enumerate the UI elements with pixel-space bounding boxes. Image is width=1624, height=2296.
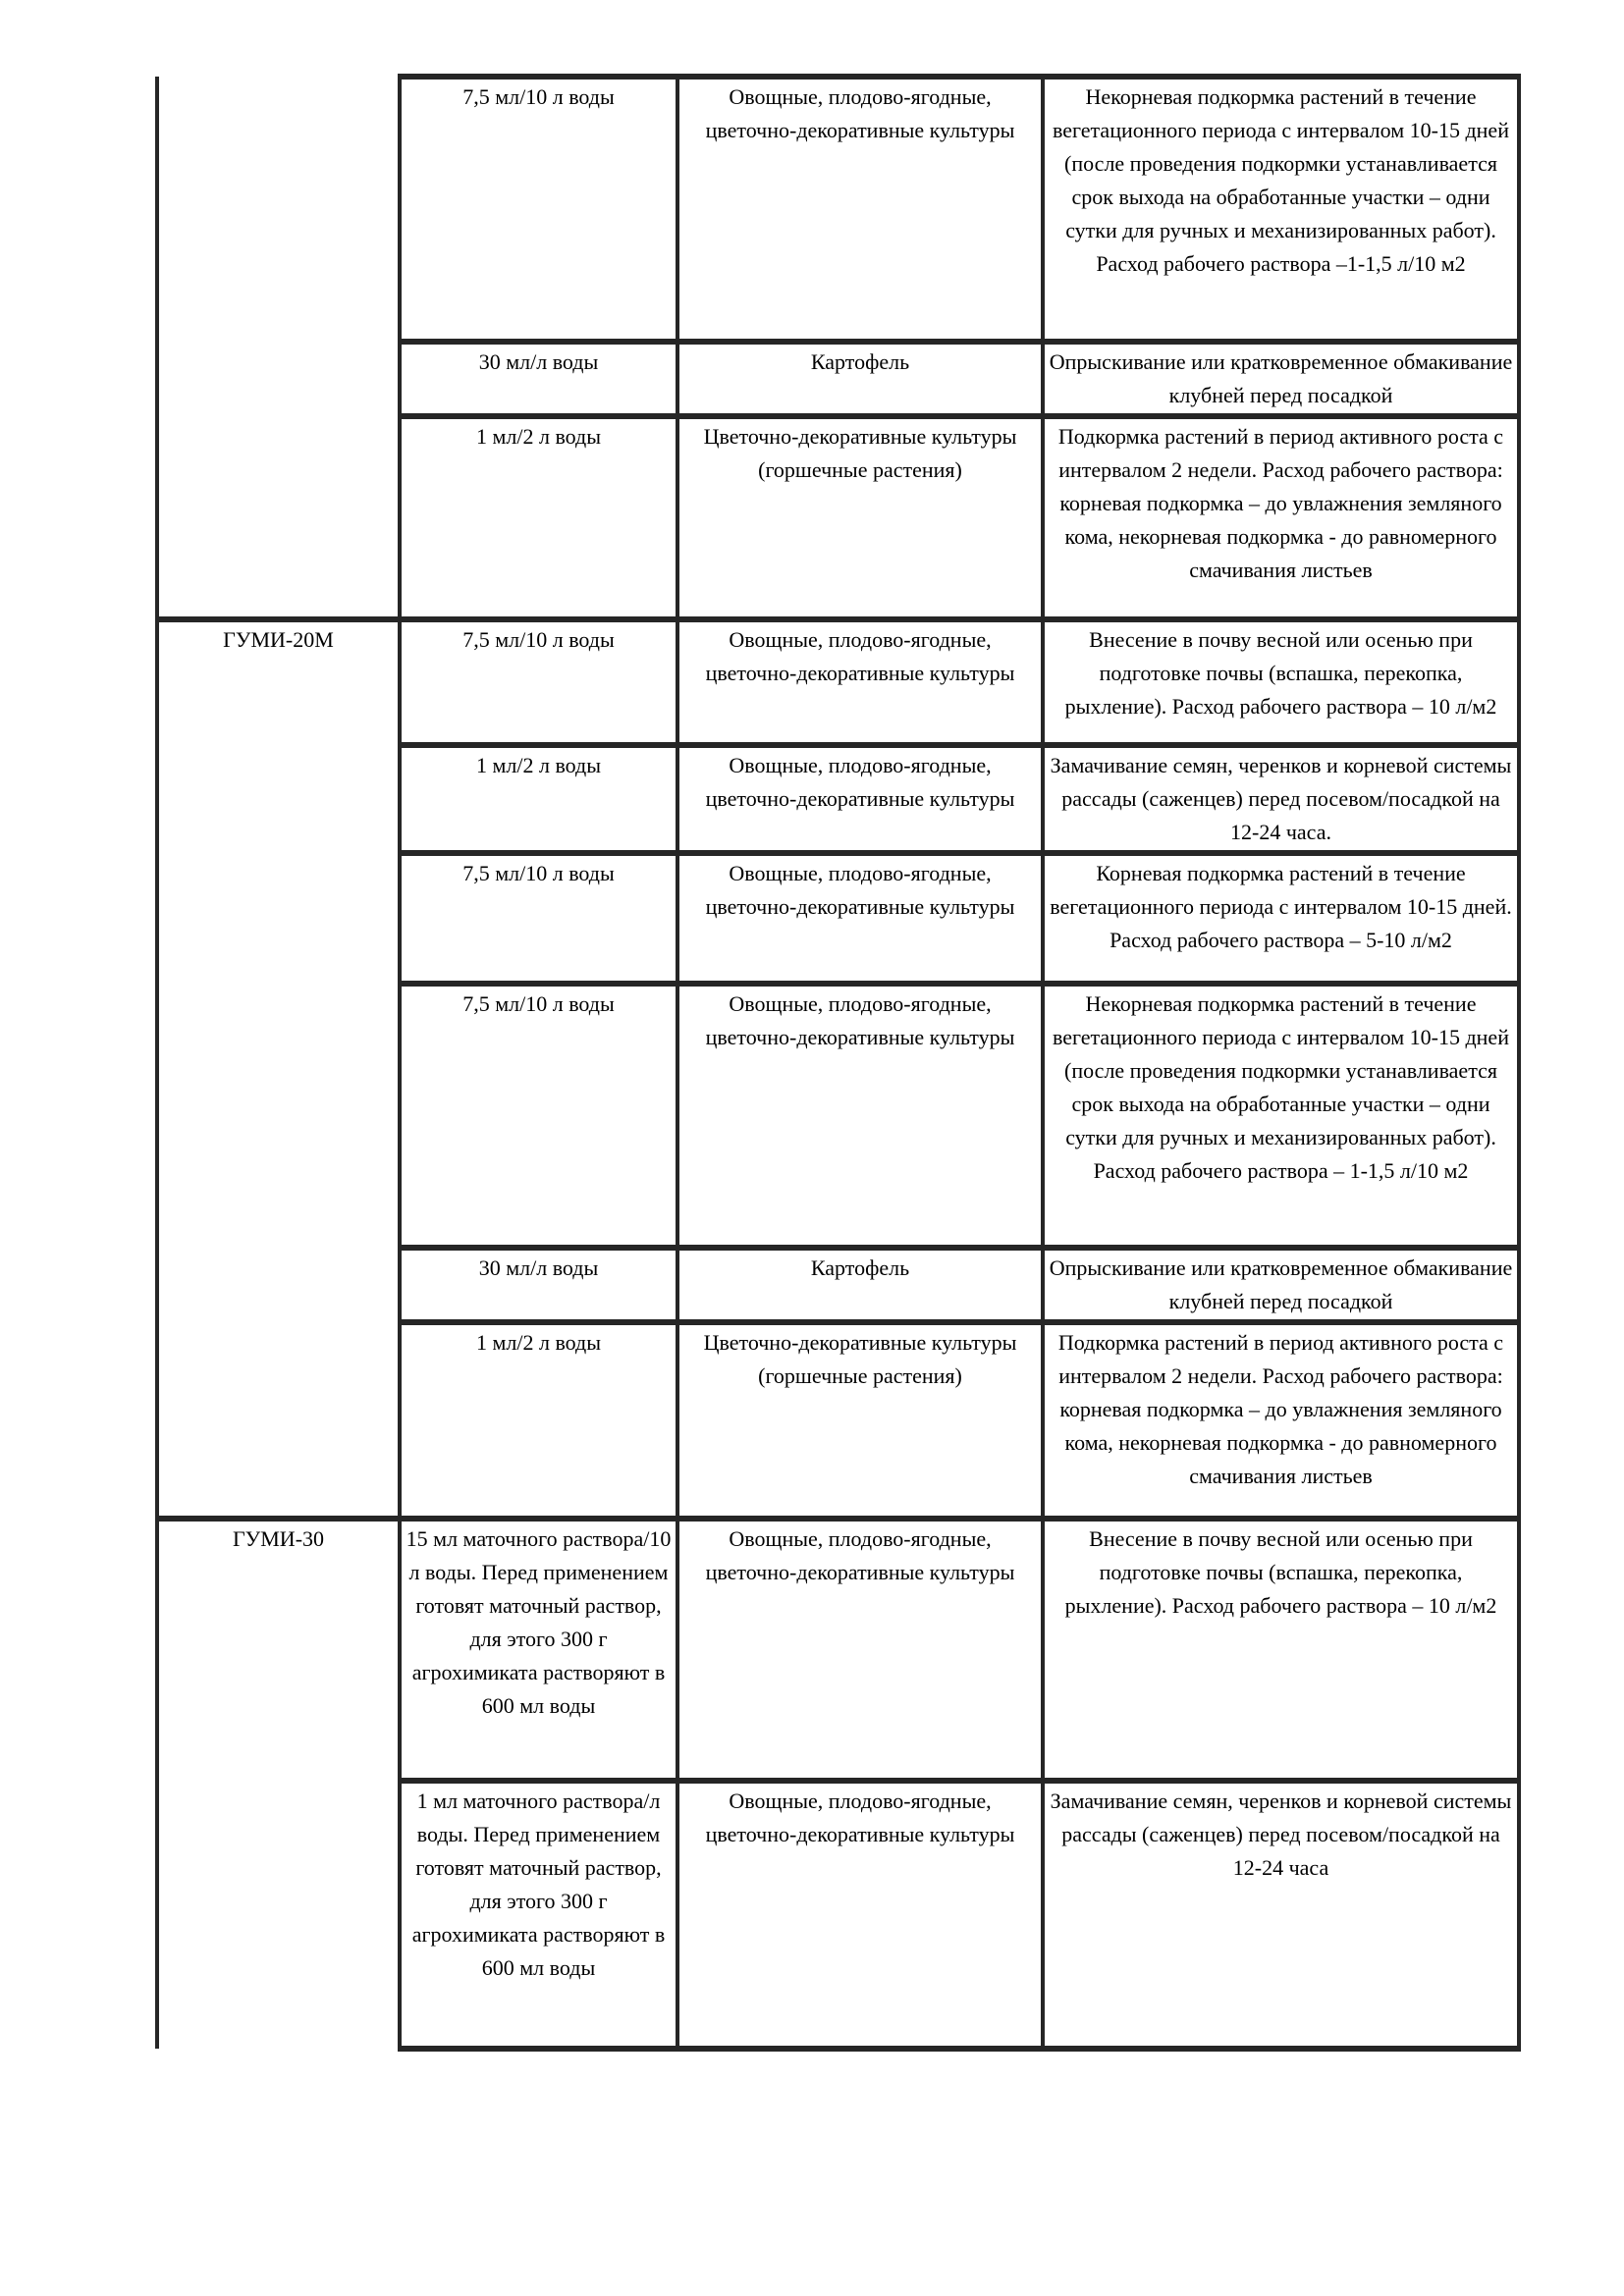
crops-cell: Цветочно-декоративные культуры (горшечные растения) xyxy=(677,1322,1043,1519)
method-cell: Замачивание семян, черенков и корневой системы рассады (саженцев) перед посевом/посадкой на 12-24 часа xyxy=(1043,1781,1519,2049)
crops-cell: Овощные, плодово-ягодные, цветочно-декоративные культуры xyxy=(677,619,1043,745)
dose-cell: 30 мл/л воды xyxy=(400,1248,677,1322)
crops-cell: Картофель xyxy=(677,342,1043,416)
crops-cell: Овощные, плодово-ягодные, цветочно-декоративные культуры xyxy=(677,745,1043,853)
method-cell: Некорневая подкормка растений в течение вегетационного периода с интервалом 10-15 дней (после проведения подкормки устанавливается срок выхода на обработанные участки – одни сутки для ручных и механизированных работ). Расход рабочего раствора –1-1,5 л/10 м2 xyxy=(1043,77,1519,342)
crops-cell: Цветочно-декоративные культуры (горшечные растения) xyxy=(677,416,1043,619)
dose-cell: 1 мл/2 л воды xyxy=(400,1322,677,1519)
method-cell: Корневая подкормка растений в течение вегетационного периода с интервалом 10-15 дней. Расход рабочего раствора – 5-10 л/м2 xyxy=(1043,853,1519,984)
dose-cell: 30 мл/л воды xyxy=(400,342,677,416)
crops-cell: Овощные, плодово-ягодные, цветочно-декоративные культуры xyxy=(677,984,1043,1248)
product-name-cell xyxy=(157,77,400,619)
method-cell: Опрыскивание или кратковременное обмакивание клубней перед посадкой xyxy=(1043,342,1519,416)
crops-cell: Картофель xyxy=(677,1248,1043,1322)
dose-cell: 7,5 мл/10 л воды xyxy=(400,77,677,342)
table-row xyxy=(157,619,1519,745)
method-cell: Замачивание семян, черенков и корневой системы рассады (саженцев) перед посевом/посадкой на 12-24 часа. xyxy=(1043,745,1519,853)
method-cell: Подкормка растений в период активного роста с интервалом 2 недели. Расход рабочего раствора: корневая подкормка – до увлажнения земляного кома, некорневая подкормка - до равномерного смачивания листьев xyxy=(1043,1322,1519,1519)
dose-cell: 7,5 мл/10 л воды xyxy=(400,853,677,984)
method-cell: Некорневая подкормка растений в течение вегетационного периода с интервалом 10-15 дней (после проведения подкормки устанавливается срок выхода на обработанные участки – одни сутки для ручных и механизированных работ). Расход рабочего раствора – 1-1,5 л/10 м2 xyxy=(1043,984,1519,1248)
fertilizer-application-table xyxy=(155,74,1521,2052)
dose-cell: 1 мл маточного раствора/л воды. Перед применением готовят маточный раствор, для этого 300 г агрохимиката растворяют в 600 мл воды xyxy=(400,1781,677,2049)
dose-cell: 1 мл/2 л воды xyxy=(400,416,677,619)
dose-cell: 15 мл маточного раствора/10 л воды. Перед применением готовят маточный раствор, для этого 300 г агрохимиката растворяют в 600 мл воды xyxy=(400,1519,677,1781)
crops-cell: Овощные, плодово-ягодные, цветочно-декоративные культуры xyxy=(677,853,1043,984)
dose-cell: 7,5 мл/10 л воды xyxy=(400,984,677,1248)
method-cell: Внесение в почву весной или осенью при подготовке почвы (вспашка, перекопка, рыхление). Расход рабочего раствора – 10 л/м2 xyxy=(1043,619,1519,745)
fertilizer-table-body xyxy=(157,77,1519,2049)
dose-cell: 1 мл/2 л воды xyxy=(400,745,677,853)
table-row xyxy=(157,77,1519,342)
method-cell: Опрыскивание или кратковременное обмакивание клубней перед посадкой xyxy=(1043,1248,1519,1322)
product-name-cell: ГУМИ-20М xyxy=(157,619,400,1519)
table-row xyxy=(157,1519,1519,1781)
product-name-cell: ГУМИ-30 xyxy=(157,1519,400,2049)
method-cell: Подкормка растений в период активного роста с интервалом 2 недели. Расход рабочего раствора: корневая подкормка – до увлажнения земляного кома, некорневая подкормка - до равномерного смачивания листьев xyxy=(1043,416,1519,619)
crops-cell: Овощные, плодово-ягодные, цветочно-декоративные культуры xyxy=(677,77,1043,342)
method-cell: Внесение в почву весной или осенью при подготовке почвы (вспашка, перекопка, рыхление). Расход рабочего раствора – 10 л/м2 xyxy=(1043,1519,1519,1781)
crops-cell: Овощные, плодово-ягодные, цветочно-декоративные культуры xyxy=(677,1519,1043,1781)
dose-cell: 7,5 мл/10 л воды xyxy=(400,619,677,745)
crops-cell: Овощные, плодово-ягодные, цветочно-декоративные культуры xyxy=(677,1781,1043,2049)
